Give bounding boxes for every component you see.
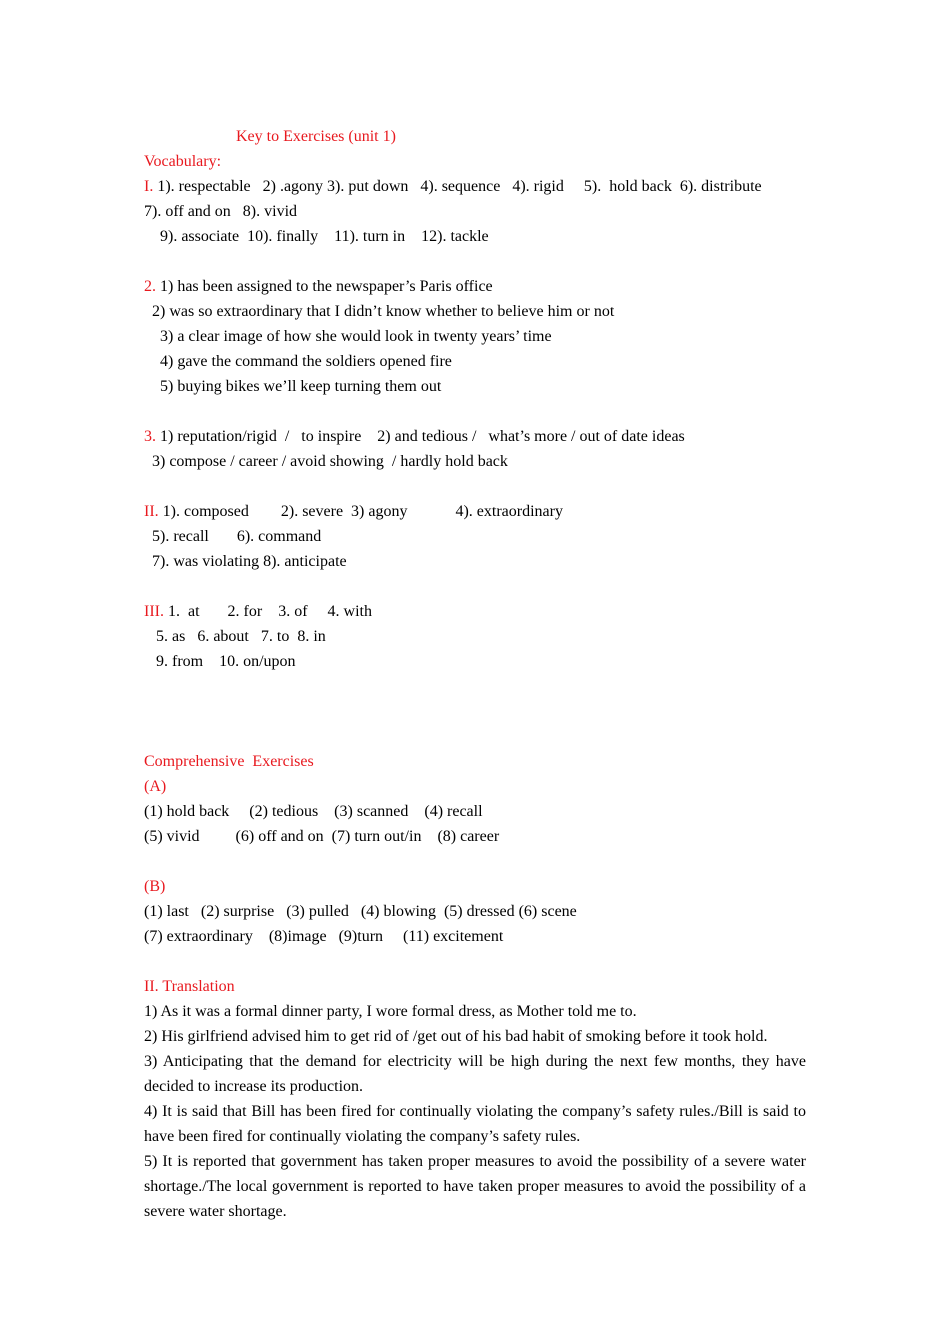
translation-item-2: 2) His girlfriend advised him to get rid of /get out of his bad habit of smoking before it took hold. xyxy=(144,1028,768,1045)
vocab-section-1-line-3: 9). associate 10). finally 11). turn in 12). tackle xyxy=(144,228,489,245)
translation-item-3: 3) Anticipating that the demand for electricity will be high during the next few months, they have decided to increase its production. xyxy=(144,1053,806,1095)
comprehensive-heading: Comprehensive Exercises xyxy=(144,753,314,770)
translation-item-5: 5) It is reported that government has taken proper measures to avoid the possibility of a severe water shortage./The local government is reported to have taken proper measures to avoid the possibility of a severe water shortage. xyxy=(144,1153,806,1220)
vocab-section-ii-line-3: 7). was violating 8). anticipate xyxy=(144,553,347,570)
vocab-section-3-line-2: 3) compose / career / avoid showing / hardly hold back xyxy=(144,453,508,470)
vocab-section-1-line-2: 7). off and on 8). vivid xyxy=(144,203,298,220)
translation-heading: II. Translation xyxy=(144,978,235,995)
comp-part-a-label: (A) xyxy=(144,778,167,795)
vocabulary-heading: Vocabulary: xyxy=(144,153,222,170)
vocab-section-2-line-4: 4) gave the command the soldiers opened fire xyxy=(144,353,452,370)
section-marker: 3. xyxy=(144,428,156,445)
vocab-section-iii-line-3: 9. from 10. on/upon xyxy=(144,653,296,670)
section-marker: 2. xyxy=(144,278,156,295)
document-page xyxy=(144,124,806,1224)
section-marker: III. xyxy=(144,603,164,620)
answer-text: 1) has been assigned to the newspaper’s Paris office xyxy=(156,278,493,295)
comp-part-a-line-1: (1) hold back (2) tedious (3) scanned (4) recall xyxy=(144,803,483,820)
vocab-section-1-line-1 xyxy=(144,174,806,199)
answer-text: 1. at 2. for 3. of 4. with xyxy=(163,603,372,620)
answer-text: 1). respectable 2) .agony 3). put down 4). sequence 4). rigid 5). hold back 6). distribute xyxy=(153,178,762,195)
vocab-section-2-line-1 xyxy=(144,274,806,299)
translation-item-1: 1) As it was a formal dinner party, I wore formal dress, as Mother told me to. xyxy=(144,1003,637,1020)
comp-part-a-line-2: (5) vivid (6) off and on (7) turn out/in (8) career xyxy=(144,828,500,845)
section-marker: I. xyxy=(144,178,154,195)
answer-text: 1). composed 2). severe 3) agony 4). extraordinary xyxy=(158,503,563,520)
comp-part-b-line-1: (1) last (2) surprise (3) pulled (4) blowing (5) dressed (6) scene xyxy=(144,903,577,920)
vocab-section-ii-line-2: 5). recall 6). command xyxy=(144,528,322,545)
vocab-section-iii-line-1 xyxy=(144,599,806,624)
section-marker: II. xyxy=(144,503,159,520)
vocab-section-2-line-3: 3) a clear image of how she would look in twenty years’ time xyxy=(144,328,552,345)
vocab-section-2-line-5: 5) buying bikes we’ll keep turning them out xyxy=(144,378,442,395)
vocab-section-2-line-2: 2) was so extraordinary that I didn’t know whether to believe him or not xyxy=(144,303,615,320)
translation-item-4: 4) It is said that Bill has been fired for continually violating the company’s safety rules./Bill is said to have been fired for continually violating the company’s safety rules. xyxy=(144,1103,806,1145)
answer-text: 1) reputation/rigid / to inspire 2) and tedious / what’s more / out of date ideas xyxy=(156,428,685,445)
comp-part-b-label: (B) xyxy=(144,878,166,895)
comp-part-b-line-2: (7) extraordinary (8)image (9)turn (11) excitement xyxy=(144,928,504,945)
vocab-section-3-line-1 xyxy=(144,424,806,449)
vocab-section-ii-line-1 xyxy=(144,499,806,524)
page-title: Key to Exercises (unit 1) xyxy=(236,128,396,145)
vocab-section-iii-line-2: 5. as 6. about 7. to 8. in xyxy=(144,628,326,645)
